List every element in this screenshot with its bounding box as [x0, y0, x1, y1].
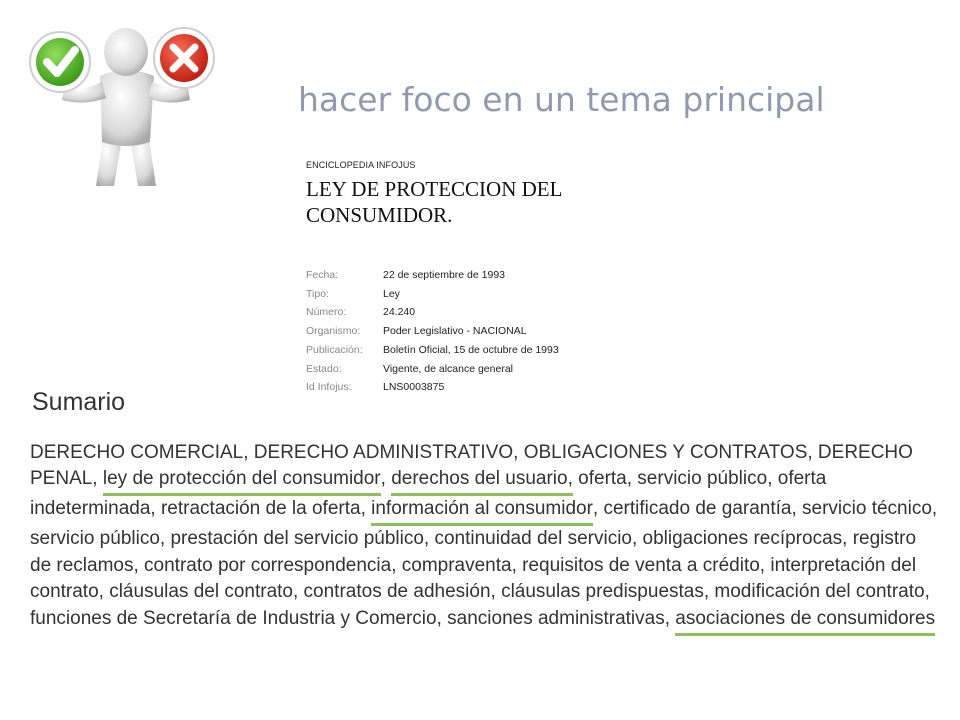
slide-title: hacer foco en un tema principal — [298, 80, 825, 119]
meta-row-fecha — [306, 266, 726, 285]
meta-row-publicacion — [306, 341, 726, 360]
meta-label: Tipo: — [306, 287, 329, 300]
meta-value: 24.240 — [383, 306, 416, 319]
meta-value: Boletín Oficial, 15 de octubre de 1993 — [383, 343, 559, 356]
highlighted-topic: asociaciones de consumidores — [675, 609, 935, 636]
law-document-card — [306, 160, 726, 397]
meta-row-numero — [306, 303, 726, 322]
highlighted-topic: ley de protección del consumidor — [103, 469, 381, 496]
meta-row-tipo — [306, 285, 726, 304]
meta-value: Ley — [383, 287, 400, 300]
person-figure-icon — [22, 14, 232, 194]
meta-row-id-infojus — [306, 378, 726, 397]
sumario-heading: Sumario — [32, 388, 126, 416]
check-icon — [30, 32, 90, 92]
meta-value: LNS0003875 — [383, 381, 445, 394]
document-title: LEY DE PROTECCION DEL CONSUMIDOR. — [306, 177, 562, 227]
meta-row-organismo — [306, 322, 726, 341]
cross-icon — [154, 28, 214, 88]
document-metadata — [306, 266, 726, 397]
meta-label: Organismo: — [306, 325, 361, 338]
meta-row-estado — [306, 360, 726, 379]
meta-value: Poder Legislativo - NACIONAL — [383, 325, 527, 338]
highlighted-topic: información al consumidor — [371, 499, 593, 526]
meta-value: 22 de septiembre de 1993 — [383, 269, 506, 281]
sumario-text-part: , certificado de garantía, servicio técnico, servicio público, prestación del servicio público, continuidad del servicio, obligaciones recíprocas, registro de reclamos, contrato por correspondencia, compraventa, requisitos de venta a crédito, interpretación del contrato, cláusulas del contrato, contratos de adhesión, cláusulas predispuestas, modificación del contrato, funciones de Secretaría de Industria y Comercio, sanciones administrativas, — [30, 498, 938, 629]
meta-value: Vigente, de alcance general — [383, 362, 513, 375]
meta-label: Número: — [306, 306, 347, 319]
document-source: ENCICLOPEDIA INFOJUS — [306, 160, 416, 170]
meta-label: Id Infojus: — [306, 381, 352, 394]
sumario-text-part: oferta, servicio público, oferta indeterminada, retractación de la oferta, — [30, 468, 827, 520]
highlighted-topic: derechos del usuario, — [391, 469, 573, 496]
sumario-text — [30, 440, 940, 636]
meta-label: Publicación: — [306, 343, 363, 356]
sumario-text-part: , — [380, 468, 392, 490]
meta-label: Fecha: — [306, 269, 339, 281]
sumario-text-part: DERECHO COMERCIAL, DERECHO ADMINISTRATIVO, OBLIGACIONES Y CONTRATOS, DERECHO PENAL, — [30, 442, 913, 490]
meta-label: Estado: — [306, 362, 342, 375]
